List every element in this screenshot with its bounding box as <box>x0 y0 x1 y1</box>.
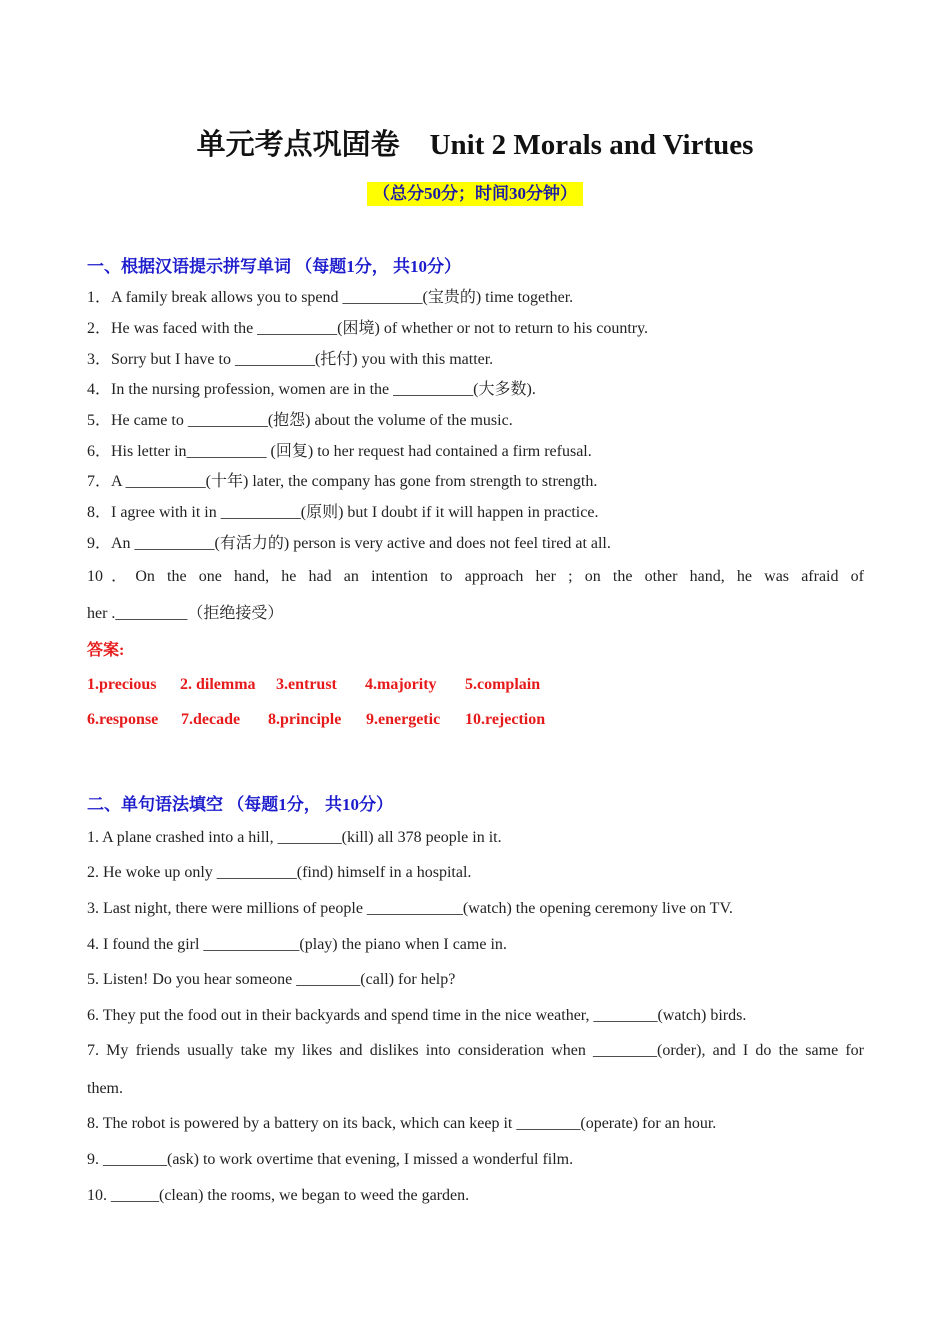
answer-item: 3.entrust <box>276 676 337 693</box>
answer-item: 1.precious <box>87 676 157 693</box>
s1-item-7: 7．A __________(十年) later, the company has gone from strength to strength. <box>87 473 598 490</box>
answer-item: 8.principle <box>268 711 342 728</box>
s2-item-7-cont: them. <box>87 1080 123 1097</box>
answer-item: 9.energetic <box>366 711 441 728</box>
s2-item-2: 2. He woke up only __________(find) himself in a hospital. <box>87 864 472 881</box>
answer-item: 6.response <box>87 711 159 728</box>
answer-row-2 <box>87 710 864 730</box>
s1-item-2: 2．He was faced with the __________(困境) of whether or not to return to his country. <box>87 320 649 337</box>
s2-item-7: 7. My friends usually take my likes and dislikes into consideration when ________(order), and I do the same for <box>87 1042 864 1059</box>
answer-item: 4.majority <box>365 676 437 693</box>
s2-item-1: 1. A plane crashed into a hill, ________(kill) all 378 people in it. <box>87 829 502 846</box>
s2-item-9: 9. ________(ask) to work overtime that evening, I missed a wonderful film. <box>87 1151 574 1168</box>
s2-item-5: 5. Listen! Do you hear someone ________(call) for help? <box>87 971 456 988</box>
title-cn: 单元考点巩固卷 <box>196 129 400 161</box>
s2-item-3: 3. Last night, there were millions of people ____________(watch) the opening ceremony live on TV. <box>87 900 733 917</box>
s1-item-4: 4．In the nursing profession, women are in the __________(大多数). <box>87 381 536 398</box>
s1-item-6: 6．His letter in__________ (回复) to her request had contained a firm refusal. <box>87 443 592 460</box>
s1-item-3: 3．Sorry but I have to __________(托付) you with this matter. <box>87 351 494 368</box>
s1-item-9: 9．An __________(有活力的) person is very active and does not feel tired at all. <box>87 535 611 552</box>
page-title <box>0 122 950 163</box>
s1-item-10: 10．On the one hand, he had an intention to approach her ; on the other hand, he was afraid of <box>87 568 864 585</box>
s1-item-1: 1．A family break allows you to spend __________(宝贵的) time together. <box>87 289 574 306</box>
s2-item-4: 4. I found the girl ____________(play) the piano when I came in. <box>87 936 507 953</box>
subtitle-container <box>0 182 950 206</box>
section1-heading: 一、根据汉语提示拼写单词 （每题1分， 共10分） <box>87 257 461 276</box>
answer-label: 答案: <box>87 642 125 659</box>
answer-item: 2. dilemma <box>180 676 256 693</box>
title-en: Unit 2 Morals and Virtues <box>429 129 754 161</box>
answer-item: 5.complain <box>465 676 541 693</box>
score-time-subtitle: （总分50分；时间30分钟） <box>367 182 583 206</box>
section2-heading: 二、单句语法填空 （每题1分， 共10分） <box>87 795 393 814</box>
s1-item-8: 8．I agree with it in __________(原则) but I doubt if it will happen in practice. <box>87 504 599 521</box>
s1-item-10-cont: her ._________（拒绝接受） <box>87 605 284 622</box>
answer-item: 7.decade <box>181 711 241 728</box>
answer-row-1 <box>87 675 864 695</box>
s2-item-10: 10. ______(clean) the rooms, we began to weed the garden. <box>87 1187 470 1204</box>
s2-item-8: 8. The robot is powered by a battery on its back, which can keep it ________(operate) for an hour. <box>87 1115 717 1132</box>
answer-item: 10.rejection <box>465 711 546 728</box>
s2-item-6: 6. They put the food out in their backyards and spend time in the nice weather, ________(watch) birds. <box>87 1007 747 1024</box>
s1-item-5: 5．He came to __________(抱怨) about the volume of the music. <box>87 412 513 429</box>
